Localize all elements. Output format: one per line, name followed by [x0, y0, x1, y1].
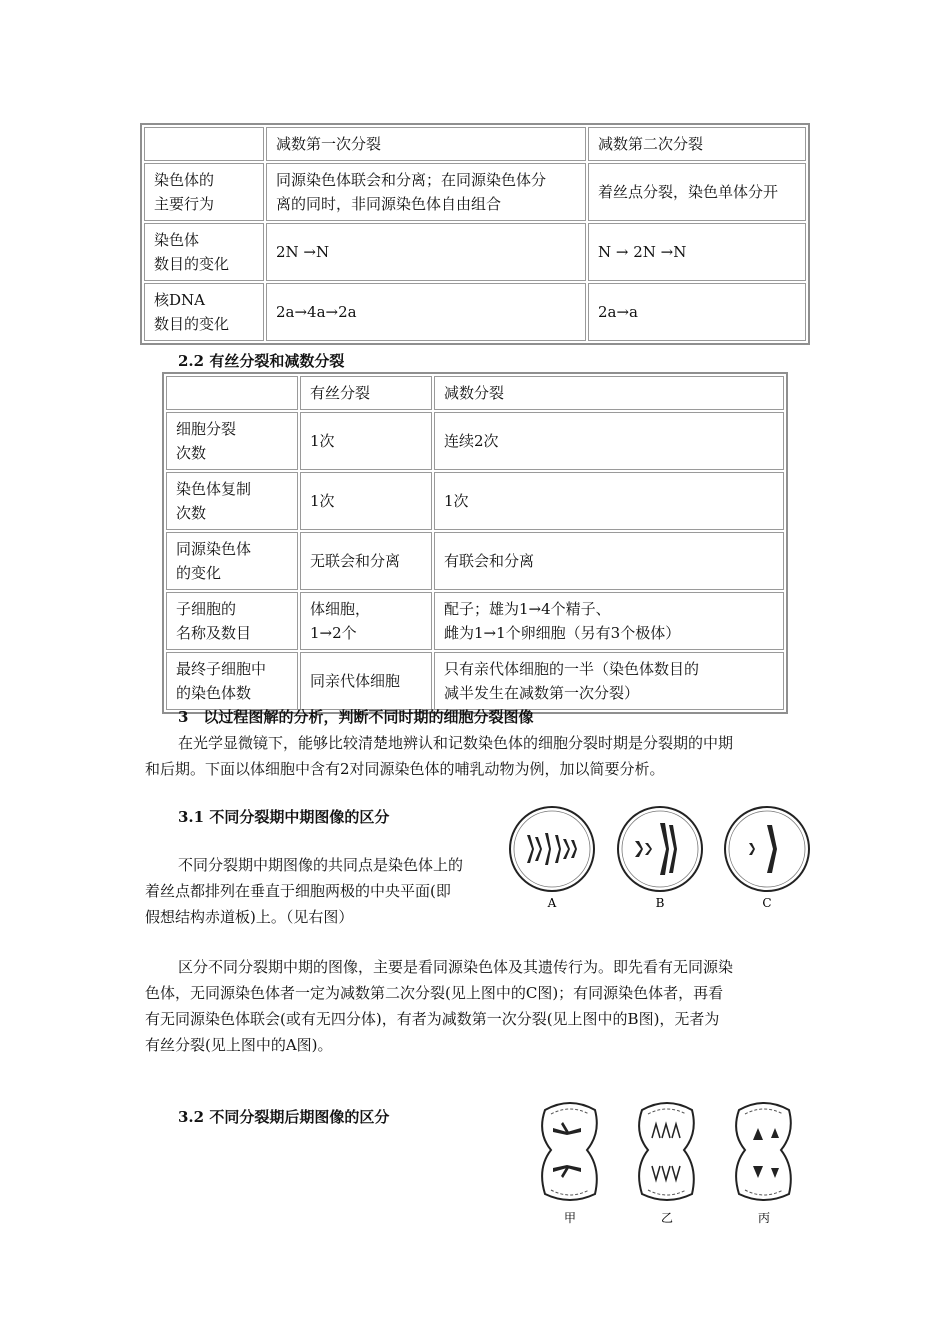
table-cell: 1次 — [300, 472, 432, 530]
table-cell: 只有亲代体细胞的一半（染色体数目的 减半发生在减数第一次分裂） — [434, 652, 784, 710]
table-row — [166, 376, 784, 410]
anaphase-figure — [535, 1098, 815, 1228]
table-row — [166, 412, 784, 470]
paragraph-line: 假想结构赤道板)上。（见右图） — [145, 908, 354, 926]
table-meiosis-phases — [140, 123, 810, 345]
table-cell: 2N →N — [266, 223, 586, 281]
table-cell: 有联会和分离 — [434, 532, 784, 590]
header-cell: 有丝分裂 — [300, 376, 432, 410]
table-mitosis-vs-meiosis — [162, 372, 788, 714]
paragraph — [145, 954, 815, 1058]
table-cell: 1次 — [300, 412, 432, 470]
table-cell: 同源染色体联会和分离；在同源染色体分 离的同时，非同源染色体自由组合 — [266, 163, 586, 221]
table-row — [166, 592, 784, 650]
cell-a-illustration — [510, 807, 594, 891]
table-cell: 2a→4a→2a — [266, 283, 586, 341]
header-cell — [166, 376, 298, 410]
paragraph-line: 区分不同分裂期中期的图像，主要是看同源染色体及其遗传行为。即先看有无同源染 — [178, 958, 734, 976]
cell-bing-illustration — [736, 1103, 791, 1200]
paragraph-line: 在光学显微镜下，能够比较清楚地辨认和记数染色体的细胞分裂时期是分裂期的中期 — [178, 734, 734, 752]
figure-label-b: B — [655, 896, 665, 910]
table-cell: 1次 — [434, 472, 784, 530]
row-label: 染色体的 主要行为 — [144, 163, 264, 221]
figure-label-yi: 乙 — [660, 1211, 674, 1225]
table-row — [144, 127, 806, 161]
table-cell: 2a→a — [588, 283, 806, 341]
figure-label-a: A — [547, 896, 557, 910]
paragraph-line: 有无同源染色体联会(或有无四分体)，有者为减数第一次分裂(见上图中的B图)，无者为 — [145, 1010, 720, 1028]
header-cell: 减数分裂 — [434, 376, 784, 410]
header-cell: 减数第一次分裂 — [266, 127, 586, 161]
table-cell: 体细胞， 1→2个 — [300, 592, 432, 650]
table-cell: 连续2次 — [434, 412, 784, 470]
row-label: 细胞分裂 次数 — [166, 412, 298, 470]
row-label: 同源染色体 的变化 — [166, 532, 298, 590]
figure-label-jia: 甲 — [563, 1211, 577, 1225]
row-label: 染色体复制 次数 — [166, 472, 298, 530]
figure-label-c: C — [762, 896, 772, 910]
paragraph — [145, 730, 815, 782]
cell-jia-illustration — [542, 1103, 597, 1200]
section-title: 2.2 有丝分裂和减数分裂 — [178, 352, 345, 370]
metaphase-figure — [505, 795, 815, 915]
cell-yi-illustration — [639, 1103, 694, 1200]
table-row — [144, 283, 806, 341]
table-row — [166, 652, 784, 710]
table-row — [144, 163, 806, 221]
table-cell: N → 2N →N — [588, 223, 806, 281]
table-cell: 着丝点分裂，染色单体分开 — [588, 163, 806, 221]
table-row — [166, 472, 784, 530]
section-title: 3.1 不同分裂期中期图像的区分 — [178, 808, 390, 826]
row-label: 子细胞的 名称及数目 — [166, 592, 298, 650]
section-title: 3.2 不同分裂期后期图像的区分 — [178, 1108, 390, 1126]
paragraph — [145, 852, 505, 930]
row-label: 染色体 数目的变化 — [144, 223, 264, 281]
paragraph-line: 和后期。下面以体细胞中含有2对同源染色体的哺乳动物为例，加以简要分析。 — [145, 760, 665, 778]
table-cell: 同亲代体细胞 — [300, 652, 432, 710]
paragraph-line: 着丝点都排列在垂直于细胞两极的中央平面(即 — [145, 882, 451, 900]
table-row — [144, 223, 806, 281]
cell-b-illustration — [618, 807, 702, 891]
paragraph-line: 不同分裂期中期图像的共同点是染色体上的 — [178, 856, 464, 874]
paragraph-line: 色体，无同源染色体者一定为减数第二次分裂(见上图中的C图)；有同源染色体者，再看 — [145, 984, 724, 1002]
cell-c-illustration — [725, 807, 809, 891]
header-cell: 减数第二次分裂 — [588, 127, 806, 161]
table-cell: 无联会和分离 — [300, 532, 432, 590]
paragraph-line: 有丝分裂(见上图中的A图)。 — [145, 1036, 333, 1054]
figure-label-bing: 丙 — [757, 1211, 771, 1225]
section-title: 3 以过程图解的分析，判断不同时期的细胞分裂图像 — [178, 708, 534, 726]
row-label: 核DNA 数目的变化 — [144, 283, 264, 341]
header-cell — [144, 127, 264, 161]
table-row — [166, 532, 784, 590]
row-label: 最终子细胞中 的染色体数 — [166, 652, 298, 710]
table-cell: 配子；雄为1→4个精子、 雌为1→1个卵细胞（另有3个极体） — [434, 592, 784, 650]
